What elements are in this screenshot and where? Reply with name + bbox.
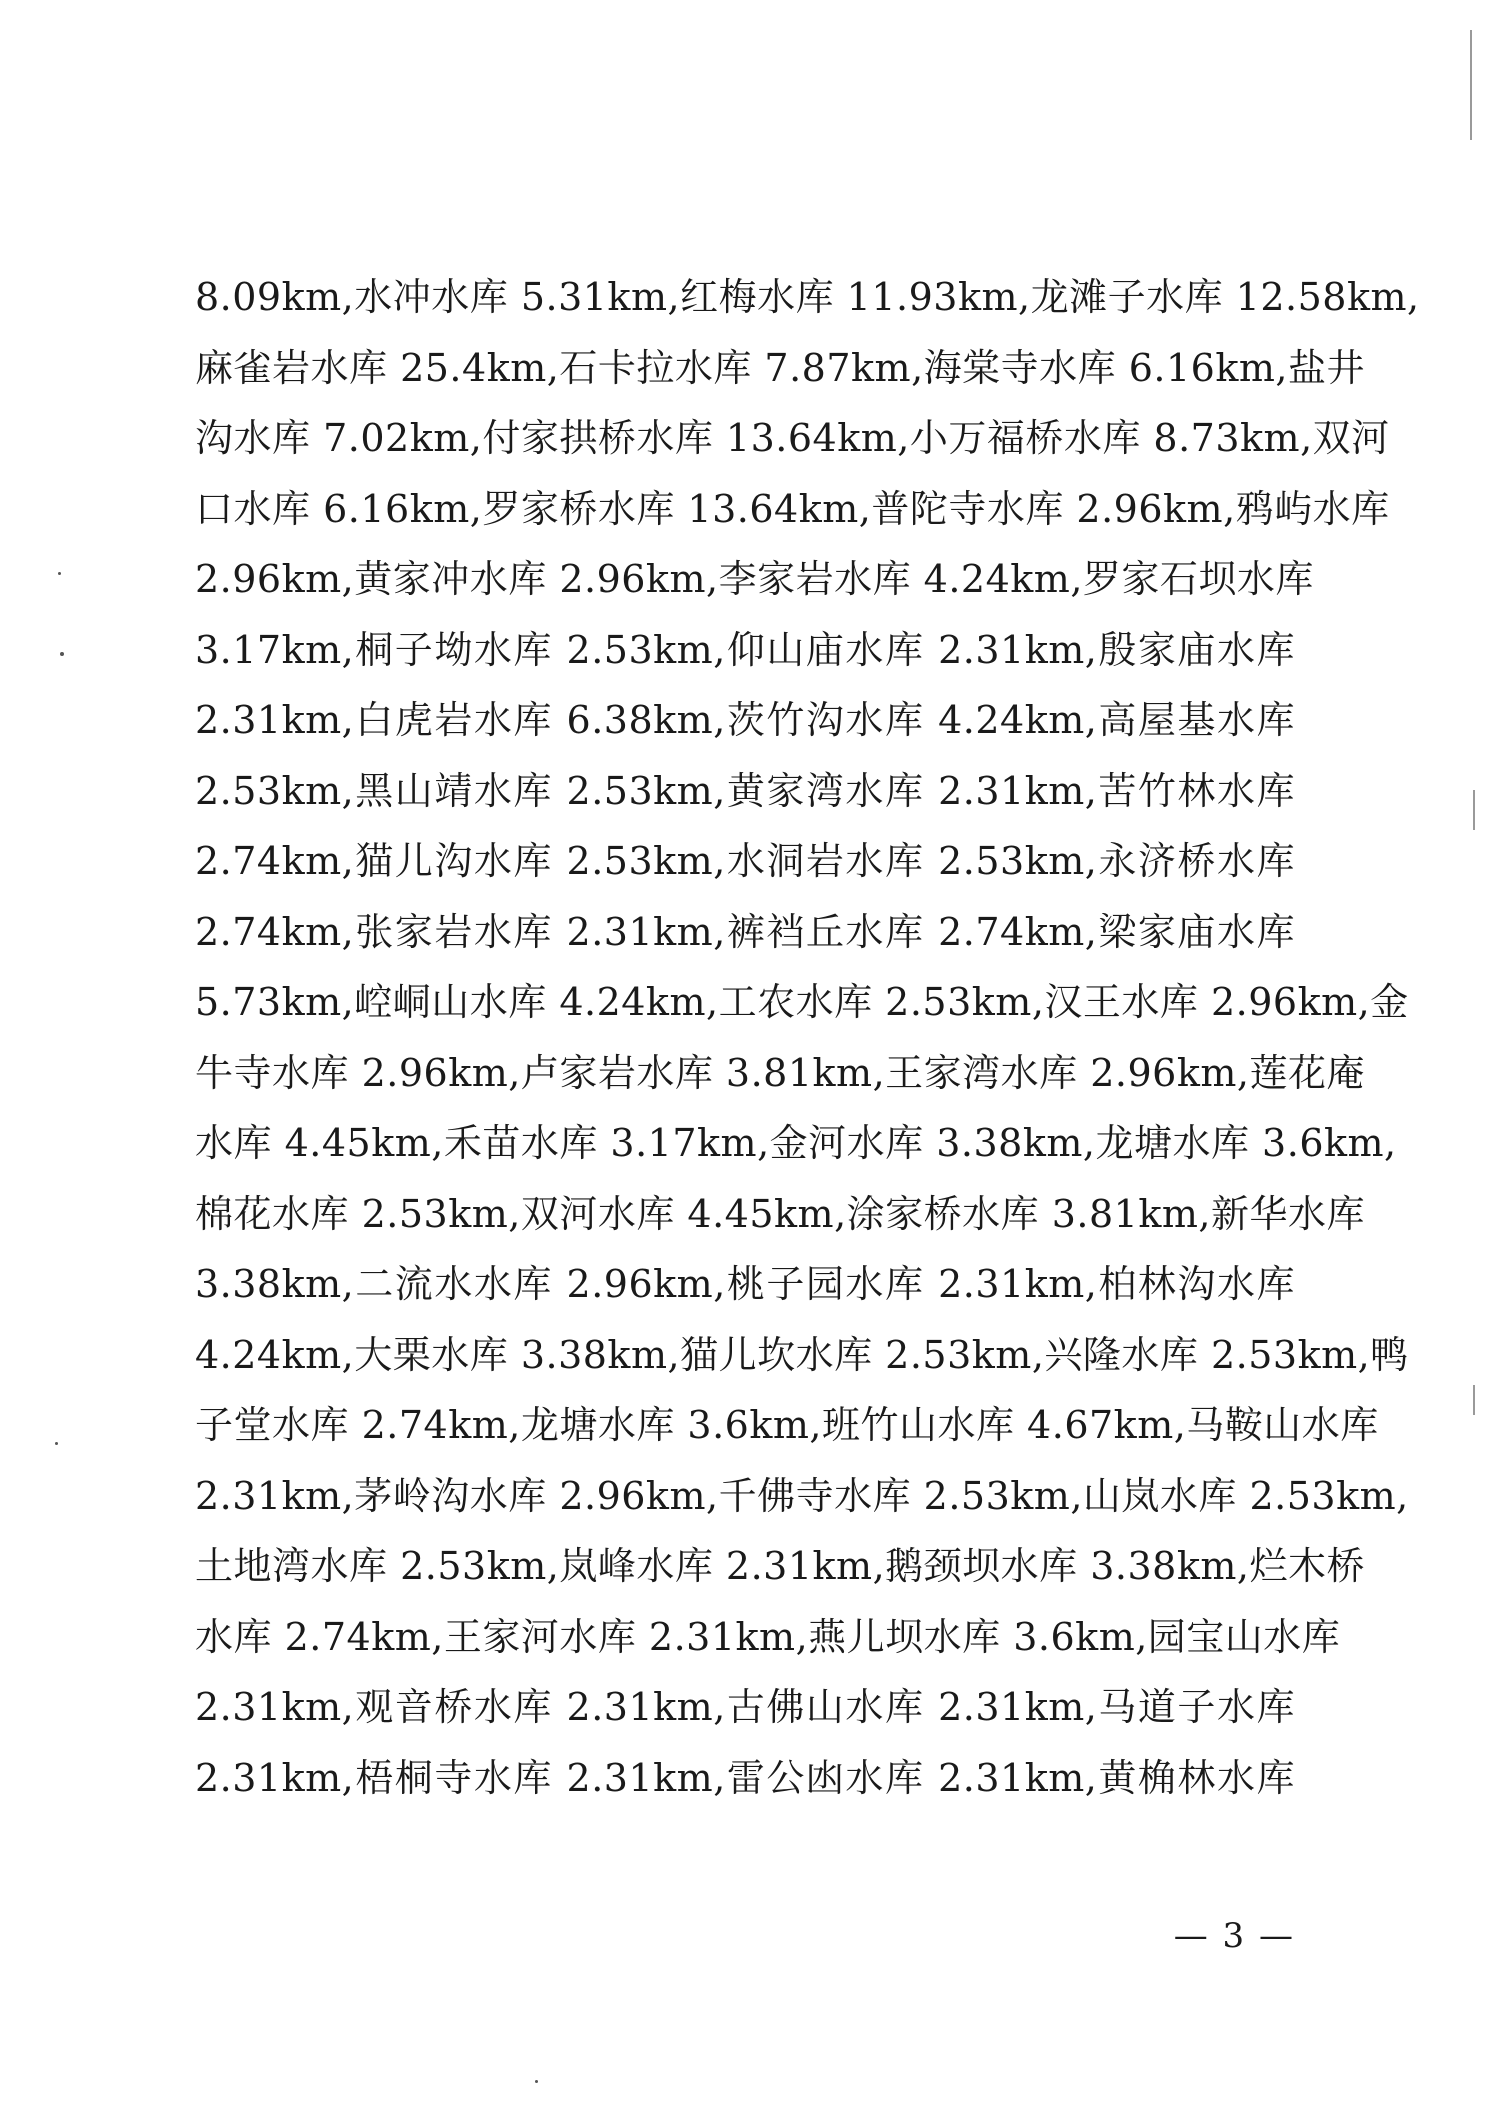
text-line: 棉花水库 2.53km,双河水库 4.45km,涂家桥水库 3.81km,新华水库	[195, 1191, 1365, 1236]
page-number: — 3 —	[1173, 1916, 1295, 1956]
text-line: 3.17km,桐子坳水库 2.53km,仰山庙水库 2.31km,殷家庙水库	[195, 627, 1295, 672]
text-line: 沟水库 7.02km,付家拱桥水库 13.64km,小万福桥水库 8.73km,双河	[195, 416, 1390, 460]
scan-speck	[55, 1442, 58, 1445]
text-line: 3.38km,二流水水库 2.96km,桃子园水库 2.31km,柏林沟水库	[195, 1262, 1295, 1306]
body-text	[195, 262, 1420, 1813]
text-line: 2.31km,茅岭沟水库 2.96km,千佛寺水库 2.53km,山岚水库 2.53km,	[195, 1473, 1409, 1518]
scan-speck	[535, 2080, 538, 2083]
text-line: 2.53km,黑山靖水库 2.53km,黄家湾水库 2.31km,苦竹林水库	[195, 768, 1295, 813]
text-line: 水库 4.45km,禾苗水库 3.17km,金河水库 3.38km,龙塘水库 3.6km,	[195, 1121, 1397, 1165]
text-line: 口水库 6.16km,罗家桥水库 13.64km,普陀寺水库 2.96km,鸦屿水库	[195, 486, 1390, 531]
text-line: 水库 2.74km,王家河水库 2.31km,燕儿坝水库 3.6km,园宝山水库	[195, 1614, 1341, 1659]
text-line: 2.74km,猫儿沟水库 2.53km,水洞岩水库 2.53km,永济桥水库	[195, 839, 1295, 883]
text-line: 8.09km,水冲水库 5.31km,红梅水库 11.93km,龙滩子水库 12.58km,	[195, 275, 1420, 319]
text-line: 2.31km,白虎岩水库 6.38km,茨竹沟水库 4.24km,高屋基水库	[195, 698, 1295, 742]
text-line: 4.24km,大栗水库 3.38km,猫儿坎水库 2.53km,兴隆水库 2.53km,鸭	[195, 1332, 1409, 1377]
text-line: 2.96km,黄家冲水库 2.96km,李家岩水库 4.24km,罗家石坝水库	[195, 557, 1314, 601]
scan-edge-mark	[1473, 790, 1475, 830]
scan-edge-mark	[1473, 1385, 1475, 1415]
text-line: 2.31km,梧桐寺水库 2.31km,雷公凼水库 2.31km,黄桷林水库	[195, 1755, 1295, 1800]
text-line: 2.74km,张家岩水库 2.31km,裤裆丘水库 2.74km,梁家庙水库	[195, 909, 1295, 954]
text-line: 2.31km,观音桥水库 2.31km,古佛山水库 2.31km,马道子水库	[195, 1685, 1295, 1729]
text-line: 土地湾水库 2.53km,岚峰水库 2.31km,鹅颈坝水库 3.38km,烂木桥	[195, 1544, 1365, 1588]
scan-speck	[60, 652, 64, 656]
scan-speck	[58, 572, 61, 575]
text-line: 子堂水库 2.74km,龙塘水库 3.6km,班竹山水库 4.67km,马鞍山水库	[195, 1403, 1379, 1447]
scan-edge-mark	[1470, 30, 1472, 140]
text-line: 5.73km,崆峒山水库 4.24km,工农水库 2.53km,汉王水库 2.96km,金	[195, 980, 1409, 1024]
text-line: 牛寺水库 2.96km,卢家岩水库 3.81km,王家湾水库 2.96km,莲花庵	[195, 1050, 1365, 1095]
text-line: 麻雀岩水库 25.4km,石卡拉水库 7.87km,海棠寺水库 6.16km,盐井	[195, 345, 1365, 390]
